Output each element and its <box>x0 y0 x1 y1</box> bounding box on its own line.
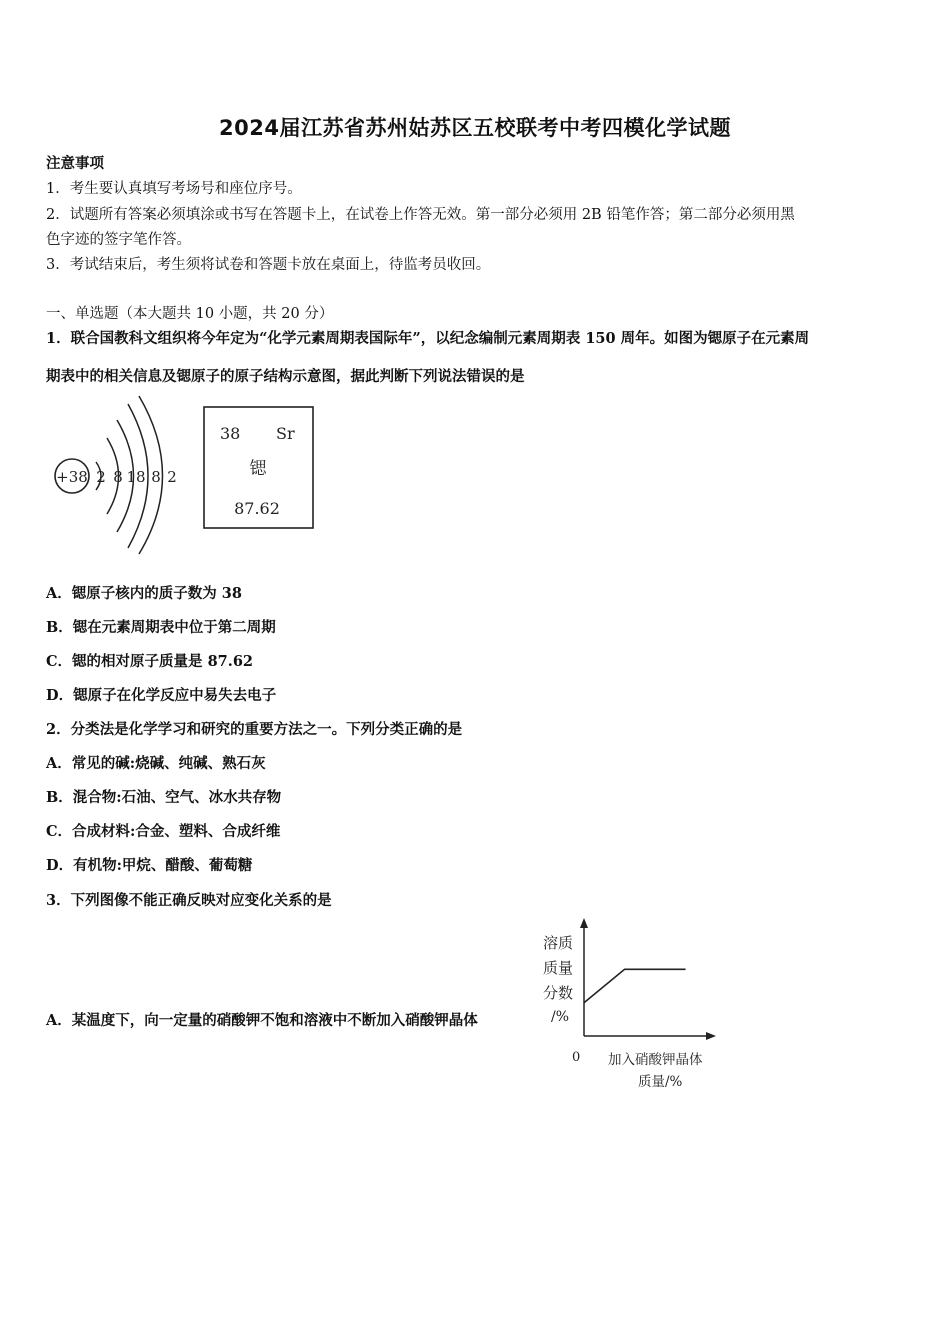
notice-item-2-line-1: 2．试题所有答案必须填涂或书写在答题卡上，在试卷上作答无效。第一部分必须用 2B 铅笔作答；第二部分必须用黑 <box>46 207 795 223</box>
q3-stem: 3．下列图像不能正确反映对应变化关系的是 <box>46 892 332 909</box>
y-axis-label-line-1: 溶质 <box>543 934 574 952</box>
element-card <box>203 406 315 530</box>
section-heading: 一、单选题（本大题共 10 小题，共 20 分） <box>46 306 334 322</box>
atom-structure-diagram <box>48 392 188 557</box>
shell-count-4: 8 <box>151 468 161 486</box>
q2-option-b[interactable]: B．混合物:石油、空气、冰水共存物 <box>46 789 282 806</box>
notice-heading: 注意事项 <box>46 155 104 172</box>
shell-count-2: 8 <box>113 468 123 486</box>
element-mass: 87.62 <box>234 499 280 518</box>
x-axis-label-line-1: 加入硝酸钾晶体 <box>608 1052 703 1068</box>
q2-option-a[interactable]: A．常见的碱:烧碱、纯碱、熟石灰 <box>46 755 266 772</box>
q2-option-d[interactable]: D．有机物:甲烷、醋酸、葡萄糖 <box>46 857 253 874</box>
q1-stem-line-2: 期表中的相关信息及锶原子的原子结构示意图，据此判断下列说法错误的是 <box>46 368 525 385</box>
element-name: 锶 <box>249 459 267 479</box>
q1-option-a[interactable]: A．锶原子核内的质子数为 38 <box>46 585 242 602</box>
shell-count-3: 18 <box>126 468 146 486</box>
x-axis-arrow <box>706 1032 716 1040</box>
q2-option-c[interactable]: C．合成材料:合金、塑料、合成纤维 <box>46 823 281 840</box>
notice-item-1: 1．考生要认真填写考场号和座位序号。 <box>46 181 302 197</box>
q3-option-a[interactable]: A．某温度下，向一定量的硝酸钾不饱和溶液中不断加入硝酸钾晶体 <box>46 1012 478 1029</box>
origin-label: 0 <box>572 1050 581 1065</box>
q1-option-d[interactable]: D．锶原子在化学反应中易失去电子 <box>46 687 277 704</box>
shell-count-5: 2 <box>167 468 177 486</box>
q1-option-c[interactable]: C．锶的相对原子质量是 87.62 <box>46 653 253 670</box>
notice-item-2-line-2: 色字迹的签字笔作答。 <box>46 232 191 248</box>
shell-count-1: 2 <box>96 468 106 486</box>
q1-option-b[interactable]: B．锶在元素周期表中位于第二周期 <box>46 619 276 636</box>
y-axis-label-line-2: 质量 <box>543 959 574 977</box>
notice-item-3: 3．考试结束后，考生须将试卷和答题卡放在桌面上，待监考员收回。 <box>46 257 491 273</box>
q1-stem-line-1: 1．联合国教科文组织将今年定为“化学元素周期表国际年”，以纪念编制元素周期表 150 周年。如图为锶原子在元素周 <box>46 330 810 347</box>
page-title: 2024届江苏省苏州姑苏区五校联考中考四模化学试题 <box>219 116 731 140</box>
element-number: 38 <box>220 424 241 443</box>
nucleus-charge: +38 <box>56 468 88 486</box>
x-axis-label-line-2: 质量/% <box>638 1074 683 1090</box>
series-line <box>584 969 686 1002</box>
element-symbol: Sr <box>276 424 295 443</box>
y-axis-label-line-3: 分数 <box>543 984 574 1002</box>
y-axis-arrow <box>580 918 588 928</box>
y-axis-label-line-4: /% <box>551 1009 570 1025</box>
q3-graph <box>540 914 730 1092</box>
q2-stem: 2．分类法是化学学习和研究的重要方法之一。下列分类正确的是 <box>46 721 463 738</box>
